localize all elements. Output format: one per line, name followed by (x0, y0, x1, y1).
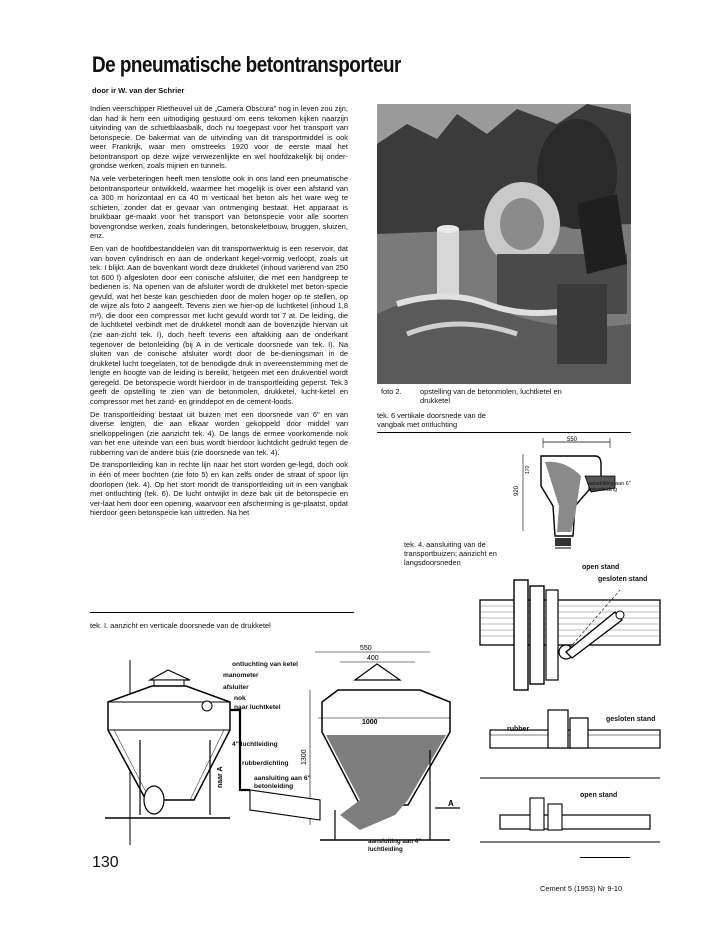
tek1-dim-1300: 1300 (301, 749, 308, 765)
tek6-dim-top: 550 (567, 437, 578, 443)
tek1-label-naar-luchtketel: naar luchtketel (234, 704, 281, 711)
journal-footer: Cement 5 (1953) Nr 9-10 (540, 884, 623, 893)
tek1-label-nok: nok (234, 695, 246, 702)
tek4-rubber-label: rubber (507, 726, 530, 733)
caption-tek4: tek. 4. aansluiting van de transportbuizen; aanzicht en langsdoorsneden (404, 540, 497, 568)
tek4-open-stand-1: open stand (582, 564, 620, 571)
caption-foto2-text: opstelling van de betonmolen, luchtketel en drukketel (420, 387, 562, 406)
tek1-label-ontluchting: ontluchting van ketel (232, 661, 298, 668)
drawing-tek4-pipe-coupling (470, 560, 670, 850)
paragraph-3: Een van de hoofdbestanddelen van dit transportwerktuig is een reservoir, dat van boven cylindrisch en aan de onderkant kegel-vormig verloopt, zoals uit tek. I blijkt. Aan de bovenkant wordt deze drukketel (inhoud variërend van 250 tot 600 l) afgesloten door een conische afsluiter, die met een handgreep te bedienen is. Na openen van de afsluiter wordt de drukketel met beton-specie gevuld, wat het beste kan geschieden door de molen hoger op te stellen, op de wijze als foto 2 aangeeft. Tevens zien we hier-op de luchtketel (inhoud 1,8 m³), die door een compressor met lucht gevuld wordt tot 7 at. De leiding, die de luchtketel verbindt met de drukketel mondt aan de bovenzijde hiervan uit (zie aan-zicht tek. I), doch heeft tevens een aftakking aan de onderkant tegenover de betonleiding (bij A in de verticale doorsnede van tek. I). Na sluiten van de conische afsluiter wordt door de be-dieningsman in de drukketel lucht toegelaten, tot de benodigde druk in overeenstemming met de lengte en hoogte van de leiding is bereikt, hetgeen met een drukventiel wordt geregeld. De betonspecie wordt hierdoor in de transportleiding geperst. Tek.3 geeft de opstelling te zien van de betonmolen, drukketel, lucht-ketel en compressor met het zand- en grinddepot en de cement-loods. (90, 244, 348, 406)
tek6-dim-small: 170 (525, 465, 531, 474)
tek4-gesloten-stand-2: gesloten stand (606, 716, 656, 723)
drawing-tek1-pressure-vessel (90, 640, 480, 860)
tek1-label-manometer: manometer (223, 672, 259, 679)
tek1-label-aansluiting-lucht: aansluiting aan 4" luchtleiding (368, 838, 422, 853)
tek1-dim-1000: 1000 (362, 719, 378, 726)
paragraph-2: Na vele verbeteringen heeft men tenslotte ook in ons land een pneumatische betontransporteur ontwikkeld, waarmee het mogelijk is over een afstand van ca 300 m horizontaal en ca 40 m verticaal het beton als het ware weg te schieten, zonder dat er gevaar van ontmenging bestaat. Het apparaat is bruikbaar ge-maakt voor het transport van betonspecie voor alle soorten bovengrondse werken, zoals funderingen, betonskeletbouw, bruggen, sluizen, enz. (90, 174, 348, 241)
tek6-outlet-label: aansluiting aan 6" betonleiding (588, 481, 631, 493)
photo-concrete-mixer (377, 104, 631, 384)
rule-tek6 (377, 432, 631, 433)
caption-tek1: tek. I. aanzicht en verticale doorsnede van de drukketel (90, 621, 271, 630)
rule-bottom-right (580, 857, 630, 858)
tek1-label-afsluiter: afsluiter (223, 684, 249, 691)
tek4-gesloten-stand-1: gesloten stand (598, 576, 648, 583)
tek1-label-rubberdichting: rubberdichting (242, 760, 289, 767)
drawing-tek6-catch-box (515, 436, 635, 556)
tek6-dim-side: 920 (514, 485, 520, 496)
paragraph-4: De transportleiding bestaat uit buizen met een doorsnede van 6" en van diverse lengten, die aan elkaar worden gekoppeld door middel van snelkoppelingen (zie aanzicht tek. 4). De langs de ermee voorkomende nok van het ene uiteinde van een buis wordt hierdoor luchtdicht gedrukt tegen de rubberring van de andere buis (zie doorsnede van tek. 4). (90, 409, 348, 457)
page-number: 130 (92, 854, 119, 871)
rule-tek1 (90, 612, 354, 613)
paragraph-5: De transportleiding kan in rechte lijn naar het stort worden ge-legd, doch ook in één of meer bochten (zie foto 5) en kan zelfs onder de straat of spoor lijn doorlopen (tek. 4). Op het stort mondt de transportleiding uit in een vangbak met ontluchting (tek. 6). De lucht ontwijkt in deze bak uit de betonspecie en ver-laat hem door een opening, waarvoor een afscherming is ge-plaatst, opdat hierdoor geen betonspecie kan uittreden. Na het (90, 460, 348, 518)
article-author: door ir W. van der Schrier (92, 86, 185, 95)
tek1-label-aansluiting-beton: aansluiting aan 6" betonleiding (254, 775, 311, 790)
tek1-label-a: A (448, 799, 454, 808)
tek4-open-stand-2: open stand (580, 792, 618, 799)
tek1-dim-400: 400 (367, 655, 379, 662)
tek1-dim-550: 550 (360, 645, 372, 652)
caption-tek6: tek. 6 vertikale doorsnede van de vangbak met ontluchting (377, 411, 486, 430)
article-title: De pneumatische betontransporteur (92, 52, 401, 77)
tek1-label-luchtleiding: 4" luchtleiding (232, 741, 278, 748)
paragraph-1: Indien veerschipper Rietheuvel uit de „Camera Obscura" nog in leven zou zijn, dan had ik hem een uitnodiging gestuurd om eens tekomen kijken naarzijn uitvinding van de schietblaasbalk, doch nu toegepast voor het transport van betonspecie. De bakermat van de uitvinding van dit transportmiddel is ook weer Frankrijk, waar men omstreeks 1920 voor de eerste maal het betontransport op deze wijze verwezenlijkte en wel hoofdzakelijk bij onder-grondse werken, zoals mijnen en tunnels. (90, 104, 348, 171)
caption-foto2-number: foto 2. (381, 387, 402, 396)
body-text-column (90, 104, 348, 521)
tek1-naar-a: naar A (217, 766, 224, 788)
